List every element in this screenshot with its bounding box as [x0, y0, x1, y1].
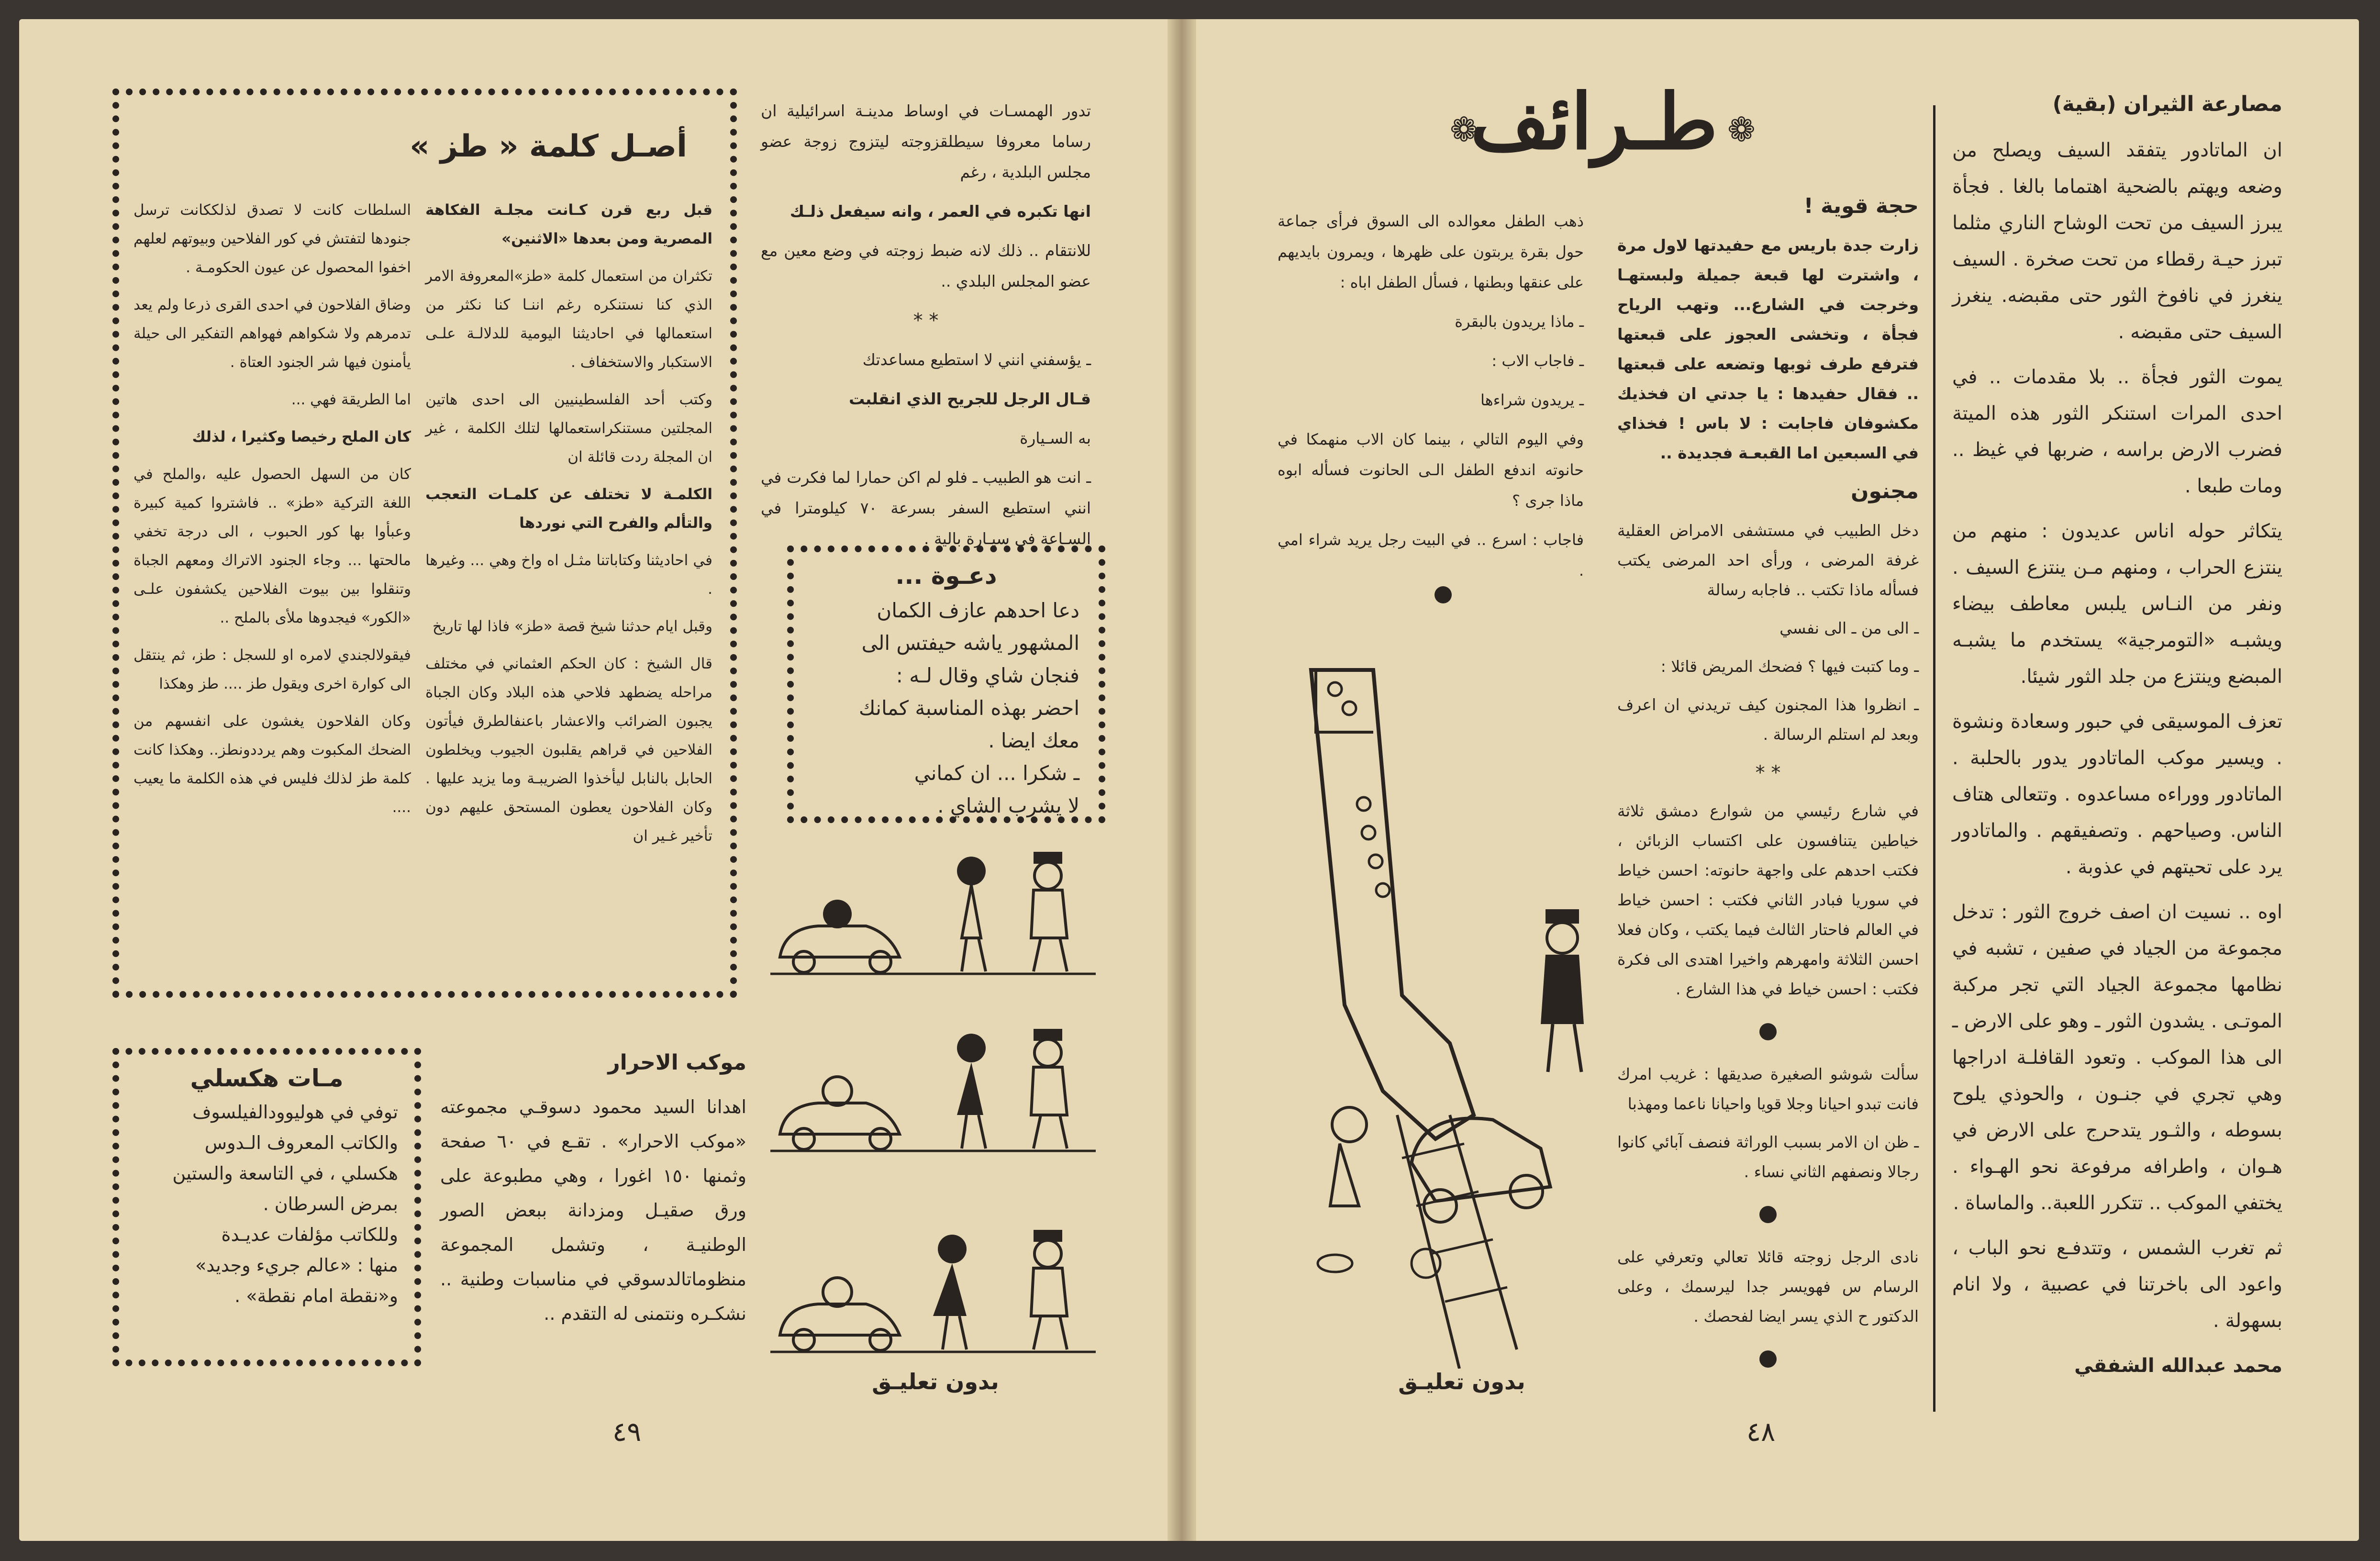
asl-right-paragraph: الكلمـة لا تختلف عن كلمـات التعجب والتألم والفرح التي نوردها — [425, 486, 712, 532]
middle-paragraph: نادى الرجل زوجته قائلا تعالي وتعرفي على الرسام س فهويسر جدا ليرسمك ، وعلى الدكتور ح الذي يسر ايضا لفحصك . — [1617, 1248, 1919, 1326]
middle-heading: مجنون — [1850, 479, 1919, 503]
bull-heading: مصارعة الثيران (بقية) — [2052, 92, 2282, 116]
ornament-left-icon: ❁ — [1450, 110, 1478, 149]
asl-left-paragraph: وكان الفلاحون يغشون على انفسهم من الضحك المكبوت وهم يرددونطز.. وهكذا كانت كلمة طز لذلك فليس في هذه الكلمة ما يعيب .... — [133, 713, 411, 816]
bull-paragraph: يتكاثر حوله اناس عديدون : منهم من ينتزع الحراب ، ومنهم مـن ينتزع السيف . ونفر من النـاس يلبس معاطف بيضاء ويشبـه «التومرجية» يستخدم ما يشبـه المبضع وينتزع من جلد الثور شيئا. — [1952, 520, 2282, 688]
dawa-lines — [794, 594, 1099, 822]
child-bullet — [1435, 586, 1452, 603]
huxley-line: وللكاتب مؤلفات عديـدة — [221, 1224, 398, 1245]
child-paragraph: فاجاب : اسرع .. في البيت رجل يريد شراء امي . — [1278, 531, 1584, 580]
mawkib-title: موكب الاحرار — [608, 1050, 746, 1075]
page-title: طـرائف — [1470, 77, 1718, 167]
middle-paragraph: في شارع رئيسي من شوارع دمشق ثلاثة خياطين يتنافسون على اكتساب الزبائن ، فكتب احدهم على واجهة حانوته: احسن خياط في سوريا فبادر الثاني فكتب : احسن خياط في العالم فاحتار الثالث فيما يكتب ، وكان فعلا احسن الثلاثة وامهرهم واخيرا اهتدى الى فكرة فكتب : احسن خياط في هذا الشارع . — [1617, 802, 1919, 998]
huxley-title: مـات هكسلي — [190, 1064, 344, 1092]
bull-paragraph: يموت الثور فجأة .. بلا مقدمات .. في احدى المرات استنكر الثور هذه الميتة فضرب الارض براسه ، ضربها في غيظ .. ومات طبعا . — [1952, 366, 2282, 497]
separator-stars: * * — [1755, 762, 1781, 784]
news-paragraph: ـ انت هو الطبيب ـ فلو لم اكن حمارا لما فكرت في انني استطيع السفر بسرعة ٧٠ كيلومترا في السـاعة في سيـارة بالية . — [761, 468, 1091, 548]
asl-left-paragraph: فيقولالجندي لامره او للسجل : طز، ثم ينتقل الى كوارة اخرى ويقول طز .... طز وهكذا — [133, 647, 411, 692]
asl-left-paragraph: السلطات كانت لا تصدق لذلككانت ترسل جنودها لتفتش في كور الفلاحين وبيوتهم لعلهم اخفوا المحصول عن عيون الحكومـة . — [133, 201, 411, 276]
dawa-title: دعـوة ... — [895, 562, 997, 590]
bull-paragraph: ثم تغرب الشمس ، وتتدفـع نحو الباب ، واعود الى باخرتنا في عصبية ، ولا انام بسهولة . — [1952, 1237, 2282, 1332]
news-paragraph: للانتقام .. ذلك لانه ضبط زوجته في وضع معين مع عضو المجلس البلدي .. — [761, 241, 1091, 290]
middle-paragraph: دخل الطبيب في مستشفى الامراض العقلية غرفة المرضى ، ورأى احد المرضى يكتب فسأله ماذا تكتب .. فاجابه رسالة — [1617, 521, 1919, 599]
child-paragraph: ـ فاجاب الاب : — [1491, 352, 1584, 370]
asl-left-paragraph: وضاق الفلاحون في احدى القرى ذرعا ولم يعد تدمرهم ولا شكواهم فهواهم التفكير الى حيلة يأمنون فيها شر الجنود العتاة . — [133, 296, 411, 371]
top-news-column — [761, 96, 1091, 563]
huxley-line: والكاتب المعروف الـدوس — [204, 1132, 398, 1153]
dawa-line: لا يشرب الشاي . — [937, 794, 1079, 817]
child-paragraph: وفي اليوم التالي ، بينما كان الاب منهمكا في حانوته اندفع الطفل الـى الحانوت فسأله ابوه ماذا جرى ؟ — [1278, 430, 1584, 510]
asl-right-paragraph: قال الشيخ : كان الحكم العثماني في مختلف مراحله يضطهد فلاحي هذه البلاد وكان الجباة يجبون الضرائب والاعشار باعنفالطرق فيأتون الفلاحين في قراهم يقلبون الجيوب ويخلطون الحابل بالنابل ليأخذوا الضريبـة وما يزيد عليها . وكان الفلاحون يعطون المستحق عليهم دون تأخير غـير ان — [425, 655, 712, 845]
news-paragraph: قـال الرجل للجريح الذي انقلبت — [848, 390, 1091, 408]
middle-heading: حجة قوية ! — [1803, 194, 1919, 218]
bull-paragraph: ان الماتادور يتفقد السيف ويصلح من وضعه ويهتم بالضحية اهتماما بالغا . فجأة يبرز السيف من تحت الوشاح الناري مثلما تبرز حيـة رقطاء من تحت صخرة . السيف ينغرز في نافوخ الثور حتى مقبضه. ينغرز السيف حتى مقبضه . — [1952, 139, 2282, 343]
dawa-line: فنجان شاي وقال لـه : — [896, 664, 1079, 687]
asl-left-paragraph: كان من السهل الحصول عليه ،والملح في اللغة التركية «طز» .. فاشتروا كمية كبيرة وعبأوا بها كور الحبوب ، الى درجة تخفي مالحتها ... وجاء الجنود الاتراك ومعهم الجباة وتنقلوا بين بيوت الفلاحين يكشفون علـى «الكور» فيجدوها ملأى بالملح .. — [133, 466, 411, 626]
middle-column — [1617, 191, 1919, 1387]
right-page-number: ٤٨ — [1746, 1416, 1776, 1448]
mawkib-article — [440, 1046, 746, 1339]
asl-left-paragraph: اما الطريقة فهي ... — [291, 391, 411, 408]
bullet-dot — [1759, 1350, 1777, 1368]
middle-paragraph: ـ انظروا هذا المجنون كيف تريدني ان اعرف وبعد لم استلم الرسالة . — [1617, 695, 1919, 744]
news-paragraph: تدور الهمسـات في اوساط مدينـة اسرائيلية ان رساما معروفا سيطلقزوجته ليتزوج زوجة عضو مجلس البلدية ، رغم — [761, 101, 1091, 181]
ornament-right-icon: ❁ — [1727, 110, 1756, 149]
huxley-line: و«نقطة امام نقطة» . — [234, 1285, 398, 1306]
dawa-box — [787, 546, 1105, 823]
asl-right-paragraph: وقبل ايام حدثنا شيخ قصة «طز» فاذا لها تاريخ — [432, 618, 712, 635]
child-paragraph: ذهب الطفل معوالده الى السوق فرأى جماعة حول بقرة يربتون على ظهرها ، ويمرون بايديهم على عنقها وبطنها ، فسأل الطفل اباه : — [1278, 212, 1584, 291]
huxley-line: منها : «عالم جريء وجديد» — [195, 1255, 398, 1276]
asl-right-paragraph: تكثران من استعمال كلمة «طز»المعروفة الامر الذي كنا نستنكره رغم اننـا كنا نكثر من استعمالها في احاديثنا اليومية للدلالـة علـى الاستكبار والاستخفاف . — [425, 268, 712, 371]
asl-right-paragraph: قبل ربع قرن كـانت مجلـة الفكاهة المصرية ومن بعدها «الاثنين» — [425, 201, 712, 247]
dawa-line: المشهور ياشه حيفتس الى — [861, 631, 1079, 655]
asl-tuz-box — [112, 89, 737, 998]
news-paragraph: به السـيارة — [1020, 429, 1091, 447]
asl-left-paragraph: كان الملح رخيصا وكثيرا ، لذلك — [192, 428, 411, 446]
asl-tuz-title: أصـل كلمة « طز » — [410, 129, 687, 164]
left-caption: بدون تعليـق — [872, 1369, 999, 1394]
mawkib-text: اهدانا السيد محمود دسوقـي مجموعته «موكب الاحرار» . تقـع في ٦٠ صفحة وثمنها ١٥٠ اغورا ، وهي مطبوعة على ورق صقيـل ومزدانة ببعض الصور الوطنيـة ، وتشمل المجموعة منظوماتالدسوقي في مناسبات وطنية .. نشكـره ونتمنى له التقدم .. — [440, 1096, 746, 1324]
bull-paragraph: تعزف الموسيقى في حبور وسعادة ونشوة . ويسير موكب الماتادور يدور بالحلبة . الماتادور ووراءه مساعدوه . وتتعالى هتاف الناس. وصياحهم . وتصفيقهم . والماتادور يرد على تحيتهم في عذوبة . — [1952, 711, 2282, 878]
news-paragraph: انها تكبره في العمر ، وانه سيفعل ذلـك — [790, 202, 1091, 221]
asl-right-paragraph: وكتب أحد الفلسطينيين الى احدى هاتين المجلتين مستنكراستعمالها لتلك الكلمة ، غير ان المجلة ردت قائلة ان — [425, 391, 712, 466]
bullet-dot — [1759, 1206, 1777, 1223]
news-paragraph: ـ يؤسفني انني لا استطيع مساعدتك — [862, 350, 1091, 369]
bull-paragraph: اوه .. نسيت ان اصف خروج الثور : تدخل مجموعة من الجياد في صفين ، تشبه في نظامها مجموعة الجياد التي تجر مركبة الموتـى . يشدون الثور ـ وهو على الارض ـ الى هذا الموكب . وتعود القافلـة ادراجها وهي تجري في جنـون ، والحوذي يلوح بسوطه ، والثـور يتدحرج على الارض في هـوان ، واطرافه مرفوعة نحو الهـواء . يختفي الموكب .. تتكرر اللعبة.. والماساة . — [1952, 901, 2282, 1214]
cartoon-panel-2 — [766, 1019, 1101, 1158]
column-rule — [1933, 105, 1935, 1412]
bull-author: محمد عبدالله الشفقي — [2074, 1355, 2282, 1377]
huxley-line: بمرض السرطان . — [263, 1193, 398, 1215]
asl-col-left — [133, 196, 411, 830]
bullet-dot — [1759, 1023, 1777, 1040]
dawa-line: دعا احدهم عازف الكمان — [877, 599, 1079, 622]
middle-bold-paragraph: زارت جدة باريس مع حفيدتها لاول مرة ، واشترت لها قبعة جميلة ولبستهـا وخرجت في الشارع... وتهب الرياح فجأة ، وتخشى العجوز على قبعتها فترفع طرف ثوبها وتضعه على قبعتها .. فقال حفيدها : يا جدتي ان فخذيك مكشوفان فاجابت : لا باس ! فخذاي في السبعين اما القبعـة فجديدة .. — [1617, 236, 1919, 462]
middle-paragraph: ـ وما كتبت فيها ؟ فضحك المريض قائلا : — [1660, 657, 1919, 676]
spine — [1168, 19, 1196, 1541]
middle-paragraph: ـ الى من ـ الى نفسي — [1779, 619, 1919, 637]
middle-paragraph: ـ ظن ان الامر بسبب الوراثة فنصف آبائي كانوا رجالا ونصفهم الثاني نساء . — [1617, 1133, 1919, 1181]
huxley-line: هكسلي ، في التاسعة والستين — [172, 1163, 398, 1184]
asl-col-right — [425, 196, 712, 859]
right-caption: بدون تعليـق — [1398, 1369, 1525, 1394]
separator-stars: * * — [913, 310, 939, 332]
huxley-box — [112, 1048, 421, 1366]
cartoon-panel-3 — [766, 1220, 1101, 1359]
bull-column — [1952, 86, 2282, 1394]
train-car-cartoon — [1292, 660, 1627, 1369]
cartoon-panel-1 — [766, 842, 1101, 981]
dawa-line: ـ شكرا ... ان كماني — [914, 761, 1079, 785]
dawa-line: احضر بهذه المناسبة كمانك — [858, 696, 1079, 720]
child-paragraph: ـ ماذا يريدون بالبقرة — [1455, 312, 1584, 331]
middle-paragraph: سألت شوشو الصغيرة صديقها : غريب امرك فانت تبدو احيانا وجلا قويا واحيانا ناعما ومهذبا — [1617, 1065, 1919, 1113]
child-column — [1278, 206, 1584, 594]
dawa-line: معك ايضا . — [988, 729, 1079, 752]
child-paragraph: ـ يريدون شراءها — [1480, 391, 1584, 409]
asl-right-paragraph: في احاديثنا وكتاباتنا مثـل اه واخ وهي ... وغيرها . — [425, 552, 712, 598]
huxley-lines — [119, 1097, 414, 1311]
huxley-line: توفي في هوليوودالفيلسوف — [192, 1102, 398, 1123]
left-page-number: ٤٩ — [612, 1416, 642, 1448]
